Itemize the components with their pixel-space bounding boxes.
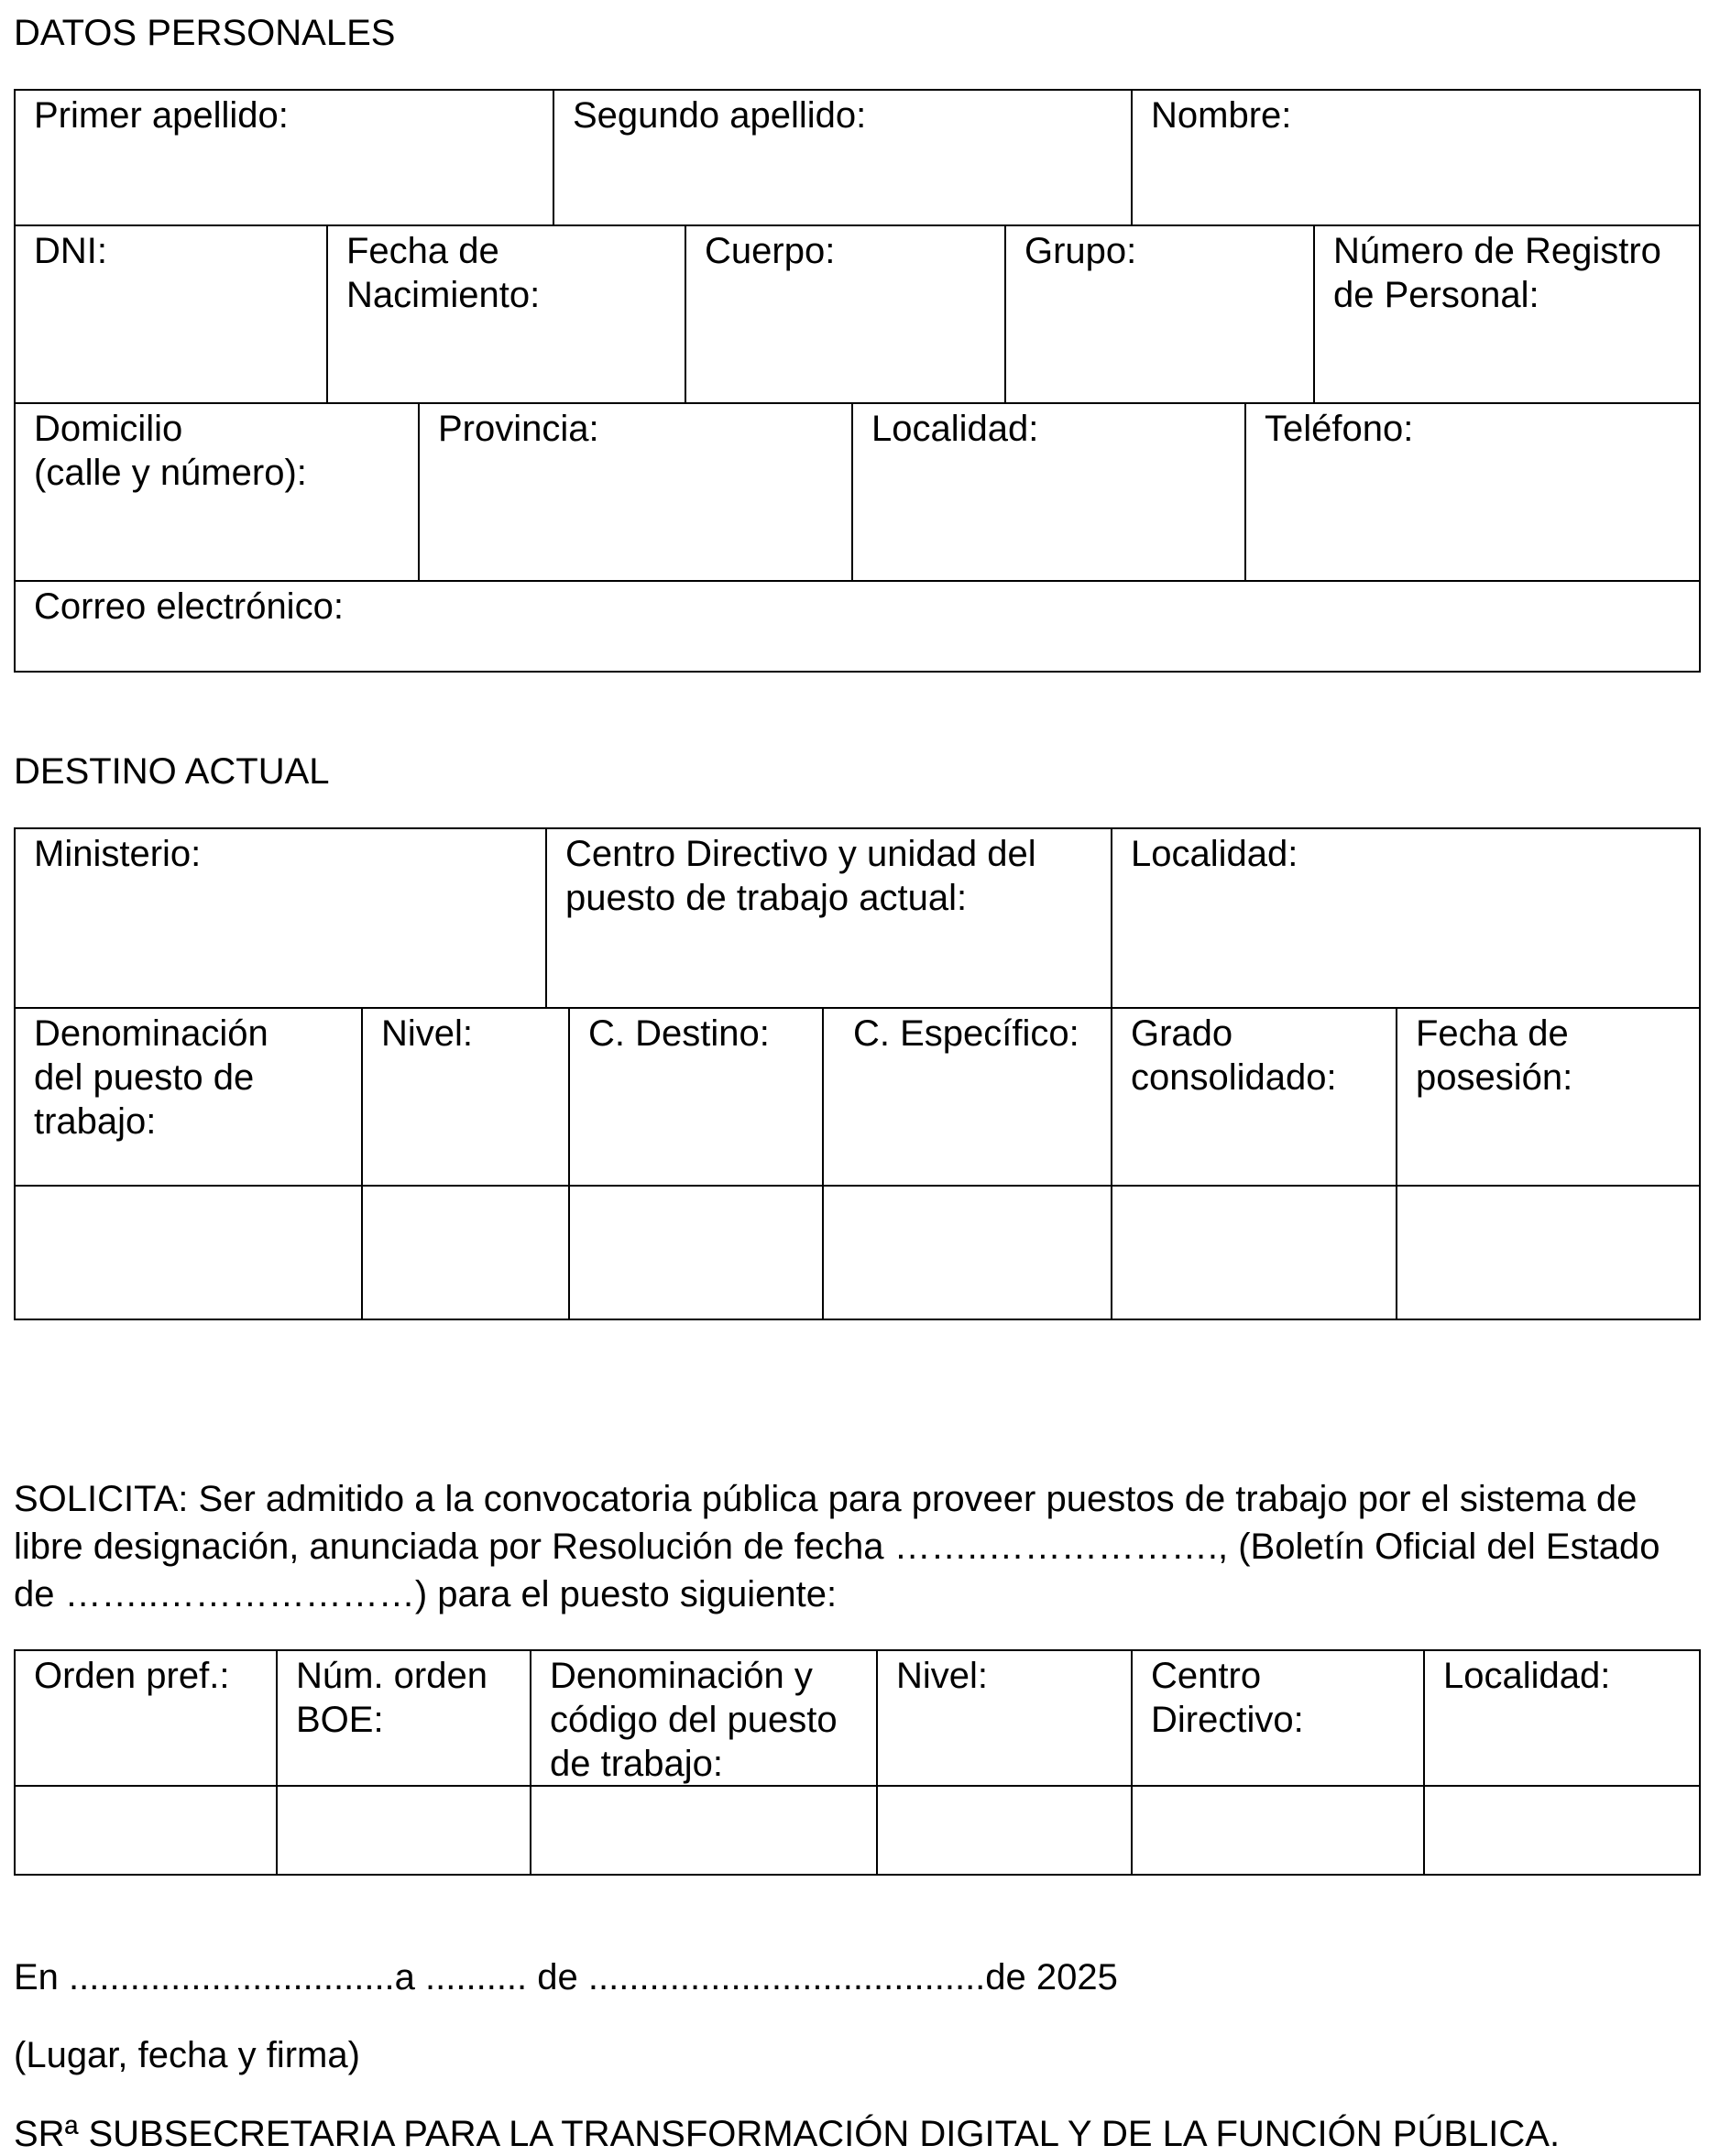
directorate-unit-label: Centro Directivo y unidad del puesto de trabajo actual: bbox=[565, 834, 1036, 918]
address-cell[interactable] bbox=[16, 404, 418, 582]
post-code-value-cell[interactable] bbox=[530, 1787, 876, 1874]
requested-locality-header-cell bbox=[1423, 1651, 1699, 1785]
personal-row-address bbox=[16, 402, 1699, 582]
locality-label: Localidad: bbox=[871, 409, 1039, 449]
first-surname-label: Primer apellido: bbox=[34, 95, 289, 136]
personal-row-names bbox=[16, 91, 1699, 224]
second-surname-label: Segundo apellido: bbox=[573, 95, 867, 136]
current-post-heading: DESTINO ACTUAL bbox=[14, 751, 330, 792]
possession-date-header-cell bbox=[1396, 1009, 1699, 1187]
requested-post-row-headers bbox=[16, 1651, 1699, 1785]
registry-number-cell[interactable] bbox=[1313, 226, 1699, 404]
requested-level-header-cell bbox=[876, 1651, 1131, 1785]
email-label: Correo electrónico: bbox=[34, 586, 344, 627]
requested-level-label: Nivel: bbox=[896, 1656, 989, 1696]
birth-date-label: Fecha de Nacimiento: bbox=[346, 231, 541, 315]
c-destino-header-cell bbox=[568, 1009, 822, 1187]
c-especifico-header-cell bbox=[822, 1009, 1111, 1187]
c-destino-label: C. Destino: bbox=[588, 1013, 770, 1054]
directive-center-label: Centro Directivo: bbox=[1151, 1656, 1304, 1740]
post-name-header-cell bbox=[16, 1009, 361, 1187]
second-surname-cell[interactable] bbox=[553, 91, 1131, 224]
current-post-table bbox=[14, 827, 1701, 1320]
boe-order-value-cell[interactable] bbox=[276, 1787, 530, 1874]
current-locality-cell[interactable] bbox=[1111, 829, 1699, 1007]
name-cell[interactable] bbox=[1131, 91, 1699, 224]
current-post-row-headers bbox=[16, 1007, 1699, 1187]
group-cell[interactable] bbox=[1004, 226, 1313, 404]
signature-note: (Lugar, fecha y firma) bbox=[14, 2035, 360, 2075]
consolidated-grade-header-cell bbox=[1111, 1009, 1396, 1187]
c-especifico-label: C. Específico: bbox=[853, 1013, 1079, 1054]
post-name-value-cell[interactable] bbox=[16, 1187, 361, 1319]
address-label: Domicilio (calle y número): bbox=[34, 409, 307, 493]
directive-center-header-cell bbox=[1131, 1651, 1423, 1785]
province-cell[interactable] bbox=[418, 404, 851, 582]
current-post-row-org bbox=[16, 829, 1699, 1007]
consolidated-grade-label: Grado consolidado: bbox=[1131, 1013, 1337, 1098]
current-post-row-values bbox=[16, 1185, 1699, 1319]
requested-locality-value-cell[interactable] bbox=[1423, 1787, 1699, 1874]
directive-center-value-cell[interactable] bbox=[1131, 1787, 1423, 1874]
c-especifico-value-cell[interactable] bbox=[822, 1187, 1111, 1319]
boe-order-header-cell bbox=[276, 1651, 530, 1785]
first-surname-cell[interactable] bbox=[16, 91, 553, 224]
request-paragraph: SOLICITA: Ser admitido a la convocatoria pública para proveer puestos de trabajo por el sistema de libre designación, anunciada por Resolución de fecha ……..………………., (Boletín Oficial del Estado de ……..…………………) para el puesto siguiente: bbox=[14, 1479, 1660, 1614]
order-pref-header-cell bbox=[16, 1651, 276, 1785]
c-destino-value-cell[interactable] bbox=[568, 1187, 822, 1319]
phone-label: Teléfono: bbox=[1265, 409, 1414, 449]
order-pref-value-cell[interactable] bbox=[16, 1787, 276, 1874]
group-label: Grupo: bbox=[1024, 231, 1137, 271]
personal-data-table bbox=[14, 89, 1701, 673]
requested-locality-label: Localidad: bbox=[1443, 1656, 1611, 1696]
phone-cell[interactable] bbox=[1244, 404, 1699, 582]
level-value-cell[interactable] bbox=[361, 1187, 568, 1319]
post-name-label: Denominación del puesto de trabajo: bbox=[34, 1013, 268, 1142]
body-cell[interactable] bbox=[685, 226, 1004, 404]
birth-date-cell[interactable] bbox=[326, 226, 685, 404]
ministry-label: Ministerio: bbox=[34, 834, 202, 874]
province-label: Provincia: bbox=[438, 409, 599, 449]
consolidated-grade-value-cell[interactable] bbox=[1111, 1187, 1396, 1319]
requested-post-table bbox=[14, 1649, 1701, 1876]
personal-row-ids bbox=[16, 224, 1699, 404]
post-code-header-cell bbox=[530, 1651, 876, 1785]
possession-date-label: Fecha de posesión: bbox=[1416, 1013, 1573, 1098]
boe-order-label: Núm. orden BOE: bbox=[296, 1656, 488, 1740]
dni-cell[interactable] bbox=[16, 226, 326, 404]
level-label: Nivel: bbox=[381, 1013, 474, 1054]
addressee-line: SRª SUBSECRETARIA PARA LA TRANSFORMACIÓN DIGITAL Y DE LA FUNCIÓN PÚBLICA. bbox=[14, 2114, 1561, 2154]
post-code-label: Denominación y código del puesto de trabajo: bbox=[550, 1656, 838, 1784]
level-header-cell bbox=[361, 1009, 568, 1187]
registry-number-label: Número de Registro de Personal: bbox=[1333, 231, 1661, 315]
current-locality-label: Localidad: bbox=[1131, 834, 1298, 874]
dni-label: DNI: bbox=[34, 231, 107, 271]
possession-date-value-cell[interactable] bbox=[1396, 1187, 1699, 1319]
locality-cell[interactable] bbox=[851, 404, 1244, 582]
email-cell[interactable] bbox=[16, 582, 1699, 671]
personal-data-heading: DATOS PERSONALES bbox=[14, 13, 396, 53]
directorate-unit-cell[interactable] bbox=[545, 829, 1111, 1007]
name-label: Nombre: bbox=[1151, 95, 1292, 136]
requested-level-value-cell[interactable] bbox=[876, 1787, 1131, 1874]
personal-row-email bbox=[16, 580, 1699, 671]
body-label: Cuerpo: bbox=[705, 231, 836, 271]
order-pref-label: Orden pref.: bbox=[34, 1656, 230, 1696]
requested-post-row-values bbox=[16, 1785, 1699, 1874]
ministry-cell[interactable] bbox=[16, 829, 545, 1007]
place-date-line: En ................................a .......... de .......................................de 2025 bbox=[14, 1957, 1118, 1997]
